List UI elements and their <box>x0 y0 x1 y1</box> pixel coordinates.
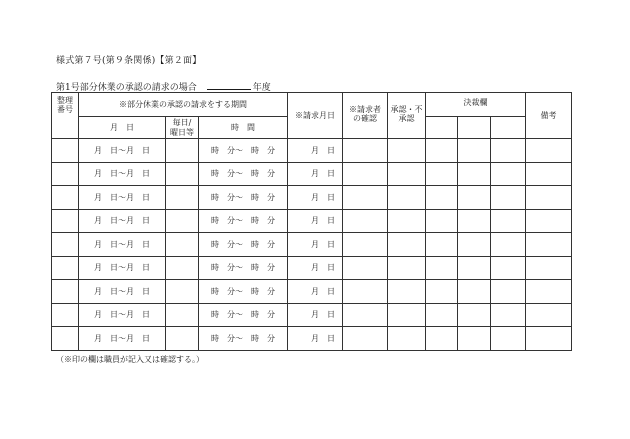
daily-cell[interactable] <box>166 327 199 351</box>
decision-cell-2[interactable] <box>458 186 491 210</box>
daily-cell[interactable] <box>166 303 199 327</box>
approval-cell[interactable] <box>388 186 426 210</box>
request-date-cell[interactable]: 月 日 <box>288 186 343 210</box>
approval-cell[interactable] <box>388 303 426 327</box>
number-cell[interactable] <box>52 280 79 304</box>
remarks-cell[interactable] <box>526 209 572 233</box>
confirmation-cell[interactable] <box>343 327 388 351</box>
decision-cell-1[interactable] <box>426 256 458 280</box>
decision-cell-2[interactable] <box>458 162 491 186</box>
approval-cell[interactable] <box>388 233 426 257</box>
decision-cell-3[interactable] <box>491 233 526 257</box>
confirmation-cell[interactable] <box>343 209 388 233</box>
approval-cell[interactable] <box>388 327 426 351</box>
table-row <box>52 327 572 351</box>
time-range-cell[interactable]: 時 分～ 時 分 <box>199 162 288 186</box>
remarks-cell[interactable] <box>526 327 572 351</box>
decision-cell-1[interactable] <box>426 139 458 163</box>
year-suffix: 年度 <box>252 83 271 93</box>
approval-cell[interactable] <box>388 256 426 280</box>
table-row <box>52 233 572 257</box>
decision-cell-3[interactable] <box>491 256 526 280</box>
request-date-cell[interactable]: 月 日 <box>288 256 343 280</box>
confirmation-cell[interactable] <box>343 303 388 327</box>
request-date-cell[interactable]: 月 日 <box>288 233 343 257</box>
number-cell[interactable] <box>52 233 79 257</box>
decision-cell-3[interactable] <box>491 280 526 304</box>
number-cell[interactable] <box>52 162 79 186</box>
date-range-cell[interactable]: 月 日～月 日 <box>79 256 166 280</box>
remarks-cell[interactable] <box>526 256 572 280</box>
footnote: （※印の欄は職員が記入又は確認する。） <box>56 355 204 364</box>
time-range-cell[interactable]: 時 分～ 時 分 <box>199 256 288 280</box>
date-range-cell[interactable]: 月 日～月 日 <box>79 162 166 186</box>
time-range-cell[interactable]: 時 分～ 時 分 <box>199 186 288 210</box>
request-date-cell[interactable]: 月 日 <box>288 139 343 163</box>
daily-cell[interactable] <box>166 209 199 233</box>
table-row <box>52 256 572 280</box>
decision-cell-1[interactable] <box>426 209 458 233</box>
daily-cell[interactable] <box>166 162 199 186</box>
decision-cell-2[interactable] <box>458 209 491 233</box>
daily-cell[interactable] <box>166 139 199 163</box>
date-range-cell[interactable]: 月 日～月 日 <box>79 280 166 304</box>
table-row <box>52 303 572 327</box>
table-row <box>52 139 572 163</box>
decision-cell-1[interactable] <box>426 327 458 351</box>
year-blank[interactable] <box>207 80 251 90</box>
decision-cell-3 <box>491 117 526 139</box>
number-cell[interactable] <box>52 327 79 351</box>
number-cell[interactable] <box>52 256 79 280</box>
decision-cell-1[interactable] <box>426 233 458 257</box>
number-cell[interactable] <box>52 303 79 327</box>
header-month-day: 月 日 <box>79 117 166 139</box>
decision-cell-3[interactable] <box>491 139 526 163</box>
header-approval: 承認・不 承認 <box>388 93 426 139</box>
header-remarks: 備考 <box>526 93 572 139</box>
decision-cell-2 <box>458 117 491 139</box>
header-row-1 <box>52 93 572 117</box>
decision-cell-3[interactable] <box>491 209 526 233</box>
time-range-cell[interactable]: 時 分～ 時 分 <box>199 280 288 304</box>
request-date-cell[interactable]: 月 日 <box>288 162 343 186</box>
header-daily: 毎日/ 曜日等 <box>166 117 199 139</box>
header-request-date: ※請求月日 <box>288 93 343 139</box>
approval-cell[interactable] <box>388 139 426 163</box>
request-date-cell[interactable]: 月 日 <box>288 303 343 327</box>
number-cell[interactable] <box>52 186 79 210</box>
decision-cell-1[interactable] <box>426 303 458 327</box>
date-range-cell[interactable]: 月 日～月 日 <box>79 303 166 327</box>
decision-cell-1[interactable] <box>426 280 458 304</box>
remarks-cell[interactable] <box>526 186 572 210</box>
header-time: 時 間 <box>199 117 288 139</box>
date-range-cell[interactable]: 月 日～月 日 <box>79 233 166 257</box>
remarks-cell[interactable] <box>526 233 572 257</box>
confirmation-cell[interactable] <box>343 280 388 304</box>
header-confirmation: ※請求者 の確認 <box>343 93 388 139</box>
daily-cell[interactable] <box>166 233 199 257</box>
time-range-cell[interactable]: 時 分～ 時 分 <box>199 233 288 257</box>
decision-cell-2[interactable] <box>458 280 491 304</box>
decision-cell-3[interactable] <box>491 327 526 351</box>
approval-cell[interactable] <box>388 209 426 233</box>
table-row <box>52 209 572 233</box>
decision-cell-3[interactable] <box>491 162 526 186</box>
remarks-cell[interactable] <box>526 303 572 327</box>
decision-cell-2[interactable] <box>458 327 491 351</box>
request-date-cell[interactable]: 月 日 <box>288 327 343 351</box>
approval-cell[interactable] <box>388 162 426 186</box>
table-row <box>52 162 572 186</box>
daily-cell[interactable] <box>166 280 199 304</box>
request-table <box>51 92 572 351</box>
number-cell[interactable] <box>52 139 79 163</box>
number-cell[interactable] <box>52 209 79 233</box>
daily-cell[interactable] <box>166 186 199 210</box>
decision-cell-2[interactable] <box>458 139 491 163</box>
table-row <box>52 280 572 304</box>
decision-cell-3[interactable] <box>491 303 526 327</box>
confirmation-cell[interactable] <box>343 233 388 257</box>
confirmation-cell[interactable] <box>343 139 388 163</box>
subtitle-text: 第1号部分休業の承認の請求の場合 <box>56 83 197 93</box>
remarks-cell[interactable] <box>526 280 572 304</box>
time-range-cell[interactable]: 時 分～ 時 分 <box>199 209 288 233</box>
date-range-cell[interactable]: 月 日～月 日 <box>79 327 166 351</box>
confirmation-cell[interactable] <box>343 256 388 280</box>
table-row <box>52 186 572 210</box>
daily-cell[interactable] <box>166 256 199 280</box>
date-range-cell[interactable]: 月 日～月 日 <box>79 186 166 210</box>
decision-cell-3[interactable] <box>491 186 526 210</box>
header-period-group: ※部分休業の承認の請求をする期間 <box>79 93 288 117</box>
confirmation-cell[interactable] <box>343 162 388 186</box>
remarks-cell[interactable] <box>526 139 572 163</box>
decision-cell-1[interactable] <box>426 162 458 186</box>
time-range-cell[interactable]: 時 分～ 時 分 <box>199 139 288 163</box>
decision-cell-2[interactable] <box>458 303 491 327</box>
decision-cell-2[interactable] <box>458 233 491 257</box>
request-date-cell[interactable]: 月 日 <box>288 209 343 233</box>
approval-cell[interactable] <box>388 280 426 304</box>
date-range-cell[interactable]: 月 日～月 日 <box>79 139 166 163</box>
decision-cell-2[interactable] <box>458 256 491 280</box>
form-label: 様式第７号(第９条関係)【第２面】 <box>56 56 202 66</box>
time-range-cell[interactable]: 時 分～ 時 分 <box>199 327 288 351</box>
request-date-cell[interactable]: 月 日 <box>288 280 343 304</box>
decision-cell-1 <box>426 117 458 139</box>
confirmation-cell[interactable] <box>343 186 388 210</box>
header-number: 整理 番号 <box>52 93 79 139</box>
time-range-cell[interactable]: 時 分～ 時 分 <box>199 303 288 327</box>
decision-cell-1[interactable] <box>426 186 458 210</box>
remarks-cell[interactable] <box>526 162 572 186</box>
header-decision: 決裁欄 <box>426 93 526 117</box>
date-range-cell[interactable]: 月 日～月 日 <box>79 209 166 233</box>
